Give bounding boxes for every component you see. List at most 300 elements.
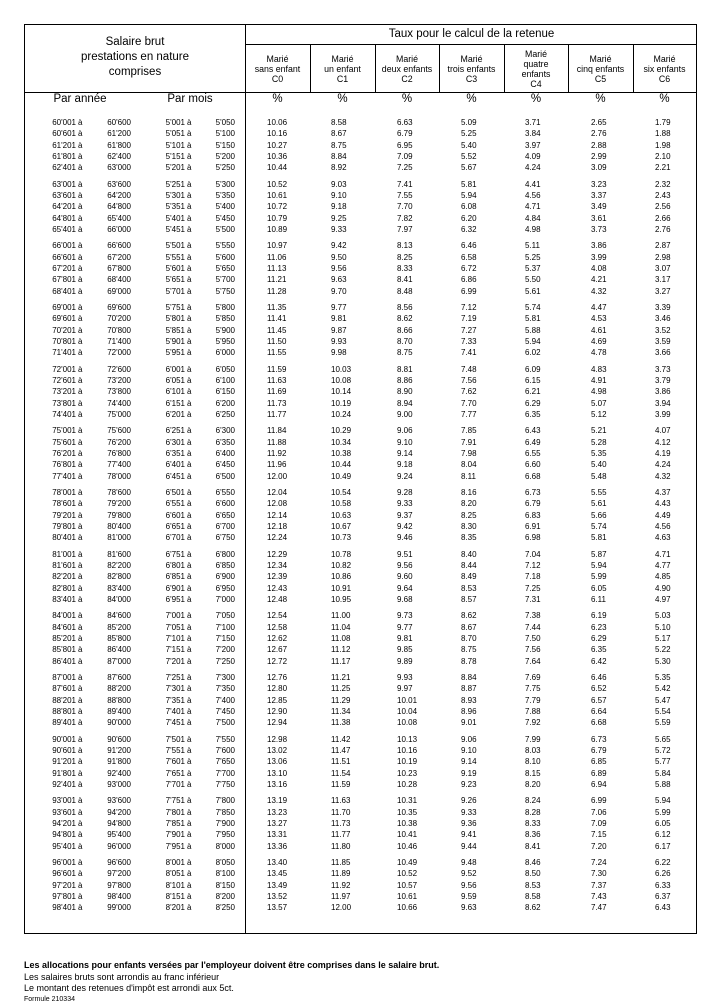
month-from: 6'001 bbox=[165, 364, 185, 374]
rate-column-header bbox=[310, 45, 375, 92]
table-row bbox=[25, 240, 696, 251]
rate-c2: 6.63 bbox=[397, 118, 413, 127]
range-separator: à bbox=[78, 510, 83, 520]
rate-c4: 8.15 bbox=[525, 768, 541, 778]
column-header-line: quatre bbox=[523, 58, 549, 69]
rate-c5: 2.99 bbox=[591, 151, 607, 161]
table-row bbox=[25, 841, 696, 852]
year-from: 73'201 bbox=[52, 387, 76, 397]
rate-c0: 12.18 bbox=[267, 521, 288, 531]
year-to: 90'000 bbox=[107, 718, 131, 728]
month-to: 7'700 bbox=[215, 768, 235, 778]
range-separator: à bbox=[78, 757, 83, 767]
rate-c5: 5.21 bbox=[591, 426, 607, 436]
rate-c3: 7.27 bbox=[461, 325, 477, 335]
year-from: 91'801 bbox=[52, 768, 76, 778]
rate-c5: 6.23 bbox=[591, 622, 607, 632]
range-separator: à bbox=[78, 387, 83, 397]
rate-c0: 12.04 bbox=[267, 488, 288, 498]
range-separator: à bbox=[187, 460, 192, 470]
range-separator: à bbox=[78, 521, 83, 531]
rate-c2: 9.37 bbox=[397, 510, 413, 520]
range-separator: à bbox=[78, 202, 83, 212]
rate-c2: 10.38 bbox=[397, 818, 418, 828]
month-from: 6'301 bbox=[165, 437, 185, 447]
rate-c2: 10.08 bbox=[397, 718, 418, 728]
rate-c4: 6.83 bbox=[525, 510, 541, 520]
rate-c6: 3.94 bbox=[655, 398, 671, 408]
month-to: 5'250 bbox=[215, 163, 235, 173]
rate-c5: 2.76 bbox=[591, 129, 607, 139]
rate-c4: 6.29 bbox=[525, 398, 541, 408]
year-from: 78'601 bbox=[52, 499, 76, 509]
rate-c5: 5.66 bbox=[591, 510, 607, 520]
column-header-line: Marié bbox=[331, 53, 354, 64]
rate-c1: 11.25 bbox=[331, 684, 351, 694]
column-header-line: C5 bbox=[594, 73, 607, 84]
rate-c6: 5.99 bbox=[655, 807, 671, 817]
rate-c1: 11.04 bbox=[331, 622, 351, 632]
month-to: 6'250 bbox=[215, 409, 235, 419]
rate-c2: 7.97 bbox=[397, 224, 413, 234]
rate-c6: 4.43 bbox=[655, 499, 671, 509]
table-row bbox=[25, 902, 696, 913]
rate-c5: 4.53 bbox=[591, 314, 607, 324]
table-row bbox=[25, 128, 696, 139]
range-separator: à bbox=[78, 818, 83, 828]
month-to: 7'000 bbox=[215, 594, 235, 604]
table-row bbox=[25, 683, 696, 694]
range-separator: à bbox=[78, 129, 83, 139]
rate-c4: 5.25 bbox=[525, 252, 541, 262]
rate-c3: 9.26 bbox=[461, 796, 477, 806]
rate-c1: 9.63 bbox=[331, 275, 347, 285]
month-from: 7'551 bbox=[165, 746, 185, 756]
month-from: 5'751 bbox=[165, 303, 185, 313]
rate-c2: 10.19 bbox=[397, 757, 418, 767]
range-separator: à bbox=[187, 398, 192, 408]
rate-c0: 11.77 bbox=[267, 409, 287, 419]
year-from: 89'401 bbox=[52, 718, 76, 728]
rate-c0: 12.80 bbox=[267, 684, 288, 694]
month-to: 5'500 bbox=[215, 224, 235, 234]
range-separator: à bbox=[187, 673, 192, 683]
table-row bbox=[25, 286, 696, 297]
rate-c5: 2.65 bbox=[591, 118, 607, 127]
rate-c2: 8.75 bbox=[397, 348, 413, 358]
month-to: 5'800 bbox=[215, 303, 235, 313]
rate-c6: 6.22 bbox=[655, 858, 671, 868]
range-separator: à bbox=[187, 718, 192, 728]
range-separator: à bbox=[78, 364, 83, 374]
month-to: 7'850 bbox=[215, 807, 235, 817]
rate-c3: 8.70 bbox=[461, 633, 477, 643]
rate-c4: 6.98 bbox=[525, 533, 541, 543]
month-from: 5'151 bbox=[165, 151, 185, 161]
rate-c3: 6.72 bbox=[461, 263, 477, 273]
rate-c3: 5.81 bbox=[461, 179, 477, 189]
rate-c3: 9.06 bbox=[461, 734, 477, 744]
rate-c5: 4.47 bbox=[591, 303, 607, 313]
rate-c5: 5.94 bbox=[591, 561, 607, 570]
month-to: 5'900 bbox=[215, 325, 235, 335]
rate-c6: 3.39 bbox=[655, 303, 671, 313]
column-header-line: deux enfants bbox=[381, 63, 433, 74]
rate-c0: 13.57 bbox=[267, 903, 288, 913]
rate-c2: 9.46 bbox=[397, 533, 413, 543]
rate-c1: 12.00 bbox=[331, 903, 352, 913]
rate-c4: 7.25 bbox=[525, 583, 541, 593]
rate-c5: 7.09 bbox=[591, 818, 607, 828]
table-row bbox=[25, 263, 696, 274]
range-separator: à bbox=[187, 818, 192, 828]
year-to: 66'600 bbox=[107, 241, 131, 251]
month-to: 6'600 bbox=[215, 499, 235, 509]
rate-c2: 7.82 bbox=[397, 213, 413, 223]
month-from: 6'501 bbox=[165, 488, 185, 498]
month-to: 7'750 bbox=[215, 779, 235, 789]
year-to: 88'200 bbox=[107, 684, 131, 694]
rate-c5: 4.21 bbox=[591, 275, 607, 285]
rate-c5: 3.49 bbox=[591, 202, 607, 212]
range-separator: à bbox=[78, 375, 83, 385]
year-from: 61'201 bbox=[52, 140, 76, 150]
rate-c0: 12.54 bbox=[267, 611, 288, 621]
rate-c2: 8.94 bbox=[397, 398, 413, 408]
rate-c3: 9.41 bbox=[461, 830, 477, 840]
column-header-line: six enfants bbox=[643, 63, 686, 74]
column-header-line: C1 bbox=[336, 73, 349, 84]
range-separator: à bbox=[187, 533, 192, 543]
rate-c2: 10.23 bbox=[397, 768, 418, 778]
rate-c2: 7.41 bbox=[397, 179, 413, 189]
rate-c6: 6.33 bbox=[655, 880, 671, 890]
rate-c4: 8.10 bbox=[525, 757, 541, 767]
year-to: 69'000 bbox=[107, 286, 131, 296]
rate-c0: 10.44 bbox=[267, 163, 288, 173]
table-row bbox=[25, 313, 696, 324]
month-from: 7'051 bbox=[165, 622, 185, 632]
rate-c1: 11.21 bbox=[331, 673, 351, 683]
month-to: 6'100 bbox=[215, 375, 235, 385]
rate-c2: 9.06 bbox=[397, 426, 413, 436]
month-from: 5'951 bbox=[165, 348, 185, 358]
rate-c0: 13.16 bbox=[267, 779, 288, 789]
year-from: 79'201 bbox=[52, 510, 76, 520]
rate-c5: 5.74 bbox=[591, 521, 607, 531]
year-to: 63'000 bbox=[107, 163, 131, 173]
rate-c1: 11.77 bbox=[331, 830, 351, 840]
month-to: 7'150 bbox=[215, 633, 235, 643]
rate-c6: 4.90 bbox=[655, 583, 671, 593]
rate-column-header bbox=[245, 45, 310, 92]
year-from: 82'801 bbox=[52, 583, 76, 593]
month-from: 6'351 bbox=[165, 448, 185, 458]
year-from: 67'801 bbox=[52, 275, 76, 285]
year-to: 94'800 bbox=[107, 818, 131, 828]
rate-c5: 5.35 bbox=[591, 448, 607, 458]
rate-c0: 13.23 bbox=[267, 807, 288, 817]
rate-c3: 9.33 bbox=[461, 807, 477, 817]
year-to: 85'200 bbox=[107, 622, 131, 632]
range-separator: à bbox=[187, 841, 192, 851]
month-to: 5'700 bbox=[215, 275, 235, 285]
year-from: 97'801 bbox=[52, 891, 76, 901]
year-to: 68'400 bbox=[107, 275, 131, 285]
rate-c6: 5.88 bbox=[655, 779, 671, 789]
month-to: 7'100 bbox=[215, 622, 235, 632]
rate-c0: 11.69 bbox=[267, 387, 287, 397]
rate-c0: 11.73 bbox=[267, 398, 287, 408]
rate-c3: 6.20 bbox=[461, 213, 477, 223]
table-row bbox=[25, 325, 696, 336]
month-to: 5'850 bbox=[215, 314, 235, 324]
year-from: 81'601 bbox=[52, 561, 76, 570]
range-separator: à bbox=[78, 224, 83, 234]
range-separator: à bbox=[78, 583, 83, 593]
rate-c1: 9.93 bbox=[331, 336, 347, 346]
year-from: 87'601 bbox=[52, 684, 76, 694]
year-from: 96'001 bbox=[52, 858, 76, 868]
table-row bbox=[25, 521, 696, 532]
percent-label: % bbox=[659, 93, 670, 105]
rate-c0: 11.84 bbox=[267, 426, 287, 436]
month-from: 6'851 bbox=[165, 572, 185, 582]
row-group bbox=[25, 425, 696, 481]
rate-c3: 7.77 bbox=[461, 409, 477, 419]
rate-c1: 10.95 bbox=[331, 594, 352, 604]
month-to: 7'950 bbox=[215, 830, 235, 840]
month-to: 7'300 bbox=[215, 673, 235, 683]
month-to: 6'200 bbox=[215, 398, 235, 408]
year-to: 89'400 bbox=[107, 706, 131, 716]
rate-c5: 6.99 bbox=[591, 796, 607, 806]
rate-c4: 7.12 bbox=[525, 561, 541, 570]
rate-c4: 7.56 bbox=[525, 645, 541, 655]
rate-c2: 7.25 bbox=[397, 163, 413, 173]
month-from: 5'301 bbox=[165, 190, 185, 200]
year-from: 72'601 bbox=[52, 375, 76, 385]
row-group bbox=[25, 240, 696, 296]
rate-c0: 11.96 bbox=[267, 460, 287, 470]
rate-c0: 12.62 bbox=[267, 633, 288, 643]
rate-column-header bbox=[633, 45, 696, 92]
row-group bbox=[25, 549, 696, 605]
rate-c4: 6.55 bbox=[525, 448, 541, 458]
rate-c0: 13.49 bbox=[267, 880, 288, 890]
rate-c4: 8.41 bbox=[525, 841, 541, 851]
rate-c2: 8.81 bbox=[397, 364, 413, 374]
range-separator: à bbox=[78, 645, 83, 655]
year-to: 83'400 bbox=[107, 583, 131, 593]
month-to: 6'300 bbox=[215, 426, 235, 436]
rate-c2: 9.97 bbox=[397, 684, 413, 694]
range-separator: à bbox=[78, 286, 83, 296]
percent-label: % bbox=[337, 93, 348, 105]
rate-c3: 8.44 bbox=[461, 561, 477, 570]
rate-c0: 13.10 bbox=[267, 768, 288, 778]
year-from: 67'201 bbox=[52, 263, 76, 273]
table-row bbox=[25, 510, 696, 521]
rate-c3: 8.53 bbox=[461, 583, 477, 593]
month-from: 7'751 bbox=[165, 796, 185, 806]
table-row bbox=[25, 610, 696, 621]
rate-c0: 11.59 bbox=[267, 364, 287, 374]
rate-c4: 7.31 bbox=[525, 594, 541, 604]
rate-c1: 8.92 bbox=[331, 163, 347, 173]
rate-c5: 3.37 bbox=[591, 190, 607, 200]
range-separator: à bbox=[78, 718, 83, 728]
rate-c6: 6.37 bbox=[655, 891, 671, 901]
rate-c3: 6.86 bbox=[461, 275, 477, 285]
range-separator: à bbox=[187, 706, 192, 716]
rate-c3: 5.67 bbox=[461, 163, 477, 173]
rate-c5: 7.37 bbox=[591, 880, 607, 890]
month-from: 6'401 bbox=[165, 460, 185, 470]
rate-c3: 8.78 bbox=[461, 656, 477, 666]
rate-c5: 6.35 bbox=[591, 645, 607, 655]
rate-c1: 11.89 bbox=[331, 869, 351, 879]
rate-c1: 11.63 bbox=[331, 796, 351, 806]
rate-c6: 5.54 bbox=[655, 706, 671, 716]
rate-c5: 4.91 bbox=[591, 375, 607, 385]
rate-c5: 5.55 bbox=[591, 488, 607, 498]
rate-c5: 6.11 bbox=[591, 594, 606, 604]
rate-c5: 3.86 bbox=[591, 241, 607, 251]
month-to: 6'400 bbox=[215, 448, 235, 458]
percent-label: % bbox=[401, 93, 413, 105]
month-from: 5'001 bbox=[165, 118, 185, 127]
range-separator: à bbox=[78, 190, 83, 200]
table-row bbox=[25, 140, 696, 151]
column-header-line: Marié bbox=[525, 48, 547, 59]
range-separator: à bbox=[187, 375, 192, 385]
range-separator: à bbox=[187, 151, 192, 161]
rate-c0: 13.45 bbox=[267, 869, 288, 879]
rate-c6: 1.88 bbox=[655, 129, 671, 139]
table-row bbox=[25, 807, 696, 818]
rate-c0: 12.72 bbox=[267, 656, 288, 666]
year-to: 87'600 bbox=[107, 673, 131, 683]
rate-c2: 9.18 bbox=[397, 460, 413, 470]
rate-c6: 2.56 bbox=[655, 202, 671, 212]
rate-c6: 3.79 bbox=[655, 375, 671, 385]
rate-table bbox=[24, 24, 697, 934]
month-from: 7'201 bbox=[165, 656, 185, 666]
month-from: 6'251 bbox=[165, 426, 185, 436]
rate-c6: 4.24 bbox=[655, 460, 671, 470]
rate-c3: 8.35 bbox=[461, 533, 477, 543]
month-from: 5'501 bbox=[165, 241, 185, 251]
month-to: 8'000 bbox=[215, 841, 235, 851]
range-separator: à bbox=[78, 611, 83, 621]
salary-heading-line: Salaire brut bbox=[105, 36, 165, 48]
rate-c6: 3.17 bbox=[655, 275, 671, 285]
rate-c1: 11.47 bbox=[331, 746, 351, 756]
rate-c1: 11.17 bbox=[331, 656, 351, 666]
rate-c4: 7.69 bbox=[525, 673, 541, 683]
year-to: 76'200 bbox=[107, 437, 131, 447]
year-to: 82'200 bbox=[107, 561, 131, 570]
rate-c1: 11.08 bbox=[331, 633, 351, 643]
range-separator: à bbox=[78, 213, 83, 223]
rate-c3: 9.63 bbox=[461, 903, 477, 913]
range-separator: à bbox=[187, 807, 192, 817]
rate-c4: 3.71 bbox=[525, 118, 541, 127]
rate-c4: 7.99 bbox=[525, 734, 541, 744]
rate-c3: 9.44 bbox=[461, 841, 477, 851]
rate-c4: 7.79 bbox=[525, 695, 541, 705]
rate-c0: 10.16 bbox=[267, 129, 288, 139]
rate-c5: 7.47 bbox=[591, 903, 607, 913]
rate-c0: 10.06 bbox=[267, 118, 288, 127]
rate-c4: 4.84 bbox=[525, 213, 541, 223]
rate-c4: 8.33 bbox=[525, 818, 541, 828]
range-separator: à bbox=[187, 903, 192, 913]
rate-c2: 10.16 bbox=[397, 746, 418, 756]
range-separator: à bbox=[187, 336, 192, 346]
rate-c0: 10.61 bbox=[267, 190, 288, 200]
rate-c5: 4.08 bbox=[591, 263, 607, 273]
range-separator: à bbox=[187, 252, 192, 262]
rate-c6: 2.21 bbox=[655, 163, 671, 173]
rate-c0: 10.97 bbox=[267, 241, 288, 251]
rate-c2: 8.66 bbox=[397, 325, 413, 335]
rate-c2: 9.77 bbox=[397, 622, 413, 632]
month-to: 8'150 bbox=[215, 880, 235, 890]
year-from: 84'001 bbox=[52, 611, 76, 621]
year-to: 73'200 bbox=[107, 375, 131, 385]
range-separator: à bbox=[78, 533, 83, 543]
year-to: 85'800 bbox=[107, 633, 131, 643]
year-from: 78'001 bbox=[52, 488, 76, 498]
year-to: 95'400 bbox=[107, 830, 131, 840]
range-separator: à bbox=[78, 263, 83, 273]
month-from: 7'951 bbox=[165, 841, 185, 851]
rate-c6: 4.49 bbox=[655, 510, 671, 520]
rate-c0: 12.39 bbox=[267, 572, 288, 582]
rate-c4: 3.97 bbox=[525, 140, 541, 150]
rate-c1: 10.44 bbox=[331, 460, 352, 470]
range-separator: à bbox=[78, 594, 83, 604]
year-to: 72'600 bbox=[107, 364, 131, 374]
table-body bbox=[25, 117, 696, 919]
rate-column-header bbox=[504, 45, 568, 92]
month-to: 5'200 bbox=[215, 151, 235, 161]
rate-c4: 8.58 bbox=[525, 891, 541, 901]
rate-c6: 2.66 bbox=[655, 213, 671, 223]
rate-c4: 6.35 bbox=[525, 409, 541, 419]
rate-c3: 5.25 bbox=[461, 129, 477, 139]
rate-c4: 7.50 bbox=[525, 633, 541, 643]
column-header-line: trois enfants bbox=[447, 63, 496, 74]
month-to: 6'500 bbox=[215, 471, 235, 481]
rate-c4: 6.79 bbox=[525, 499, 541, 509]
rate-c2: 9.64 bbox=[397, 583, 413, 593]
year-to: 69'600 bbox=[107, 303, 131, 313]
month-from: 5'451 bbox=[165, 224, 185, 234]
rate-c4: 8.03 bbox=[525, 746, 541, 756]
rate-c2: 9.33 bbox=[397, 499, 413, 509]
rate-c0: 12.98 bbox=[267, 734, 288, 744]
month-from: 7'401 bbox=[165, 706, 185, 716]
range-separator: à bbox=[187, 499, 192, 509]
rate-c2: 9.10 bbox=[397, 437, 413, 447]
year-from: 72'001 bbox=[52, 364, 76, 374]
month-to: 6'950 bbox=[215, 583, 235, 593]
range-separator: à bbox=[187, 118, 192, 127]
rate-c1: 10.78 bbox=[331, 549, 352, 559]
